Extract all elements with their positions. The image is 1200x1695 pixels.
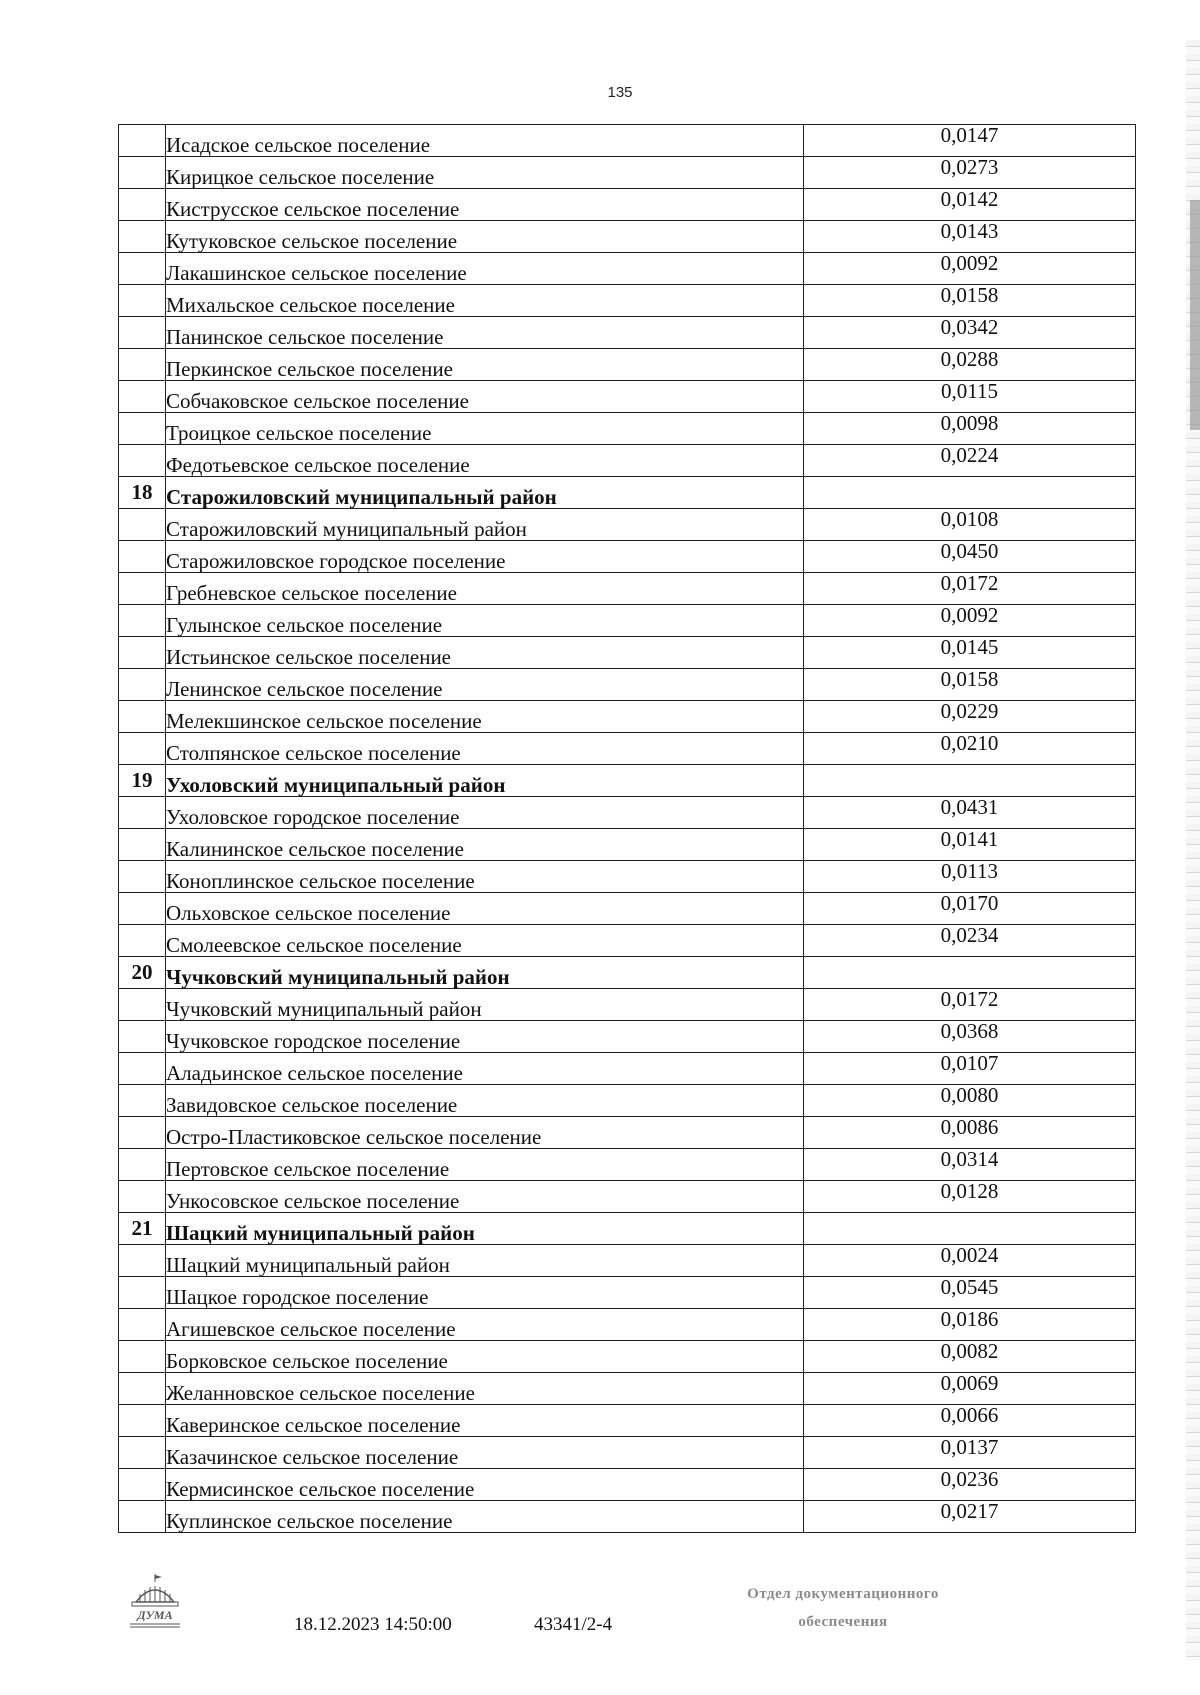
settlement-name: Троицкое сельское поселение xyxy=(166,413,804,445)
department-stamp xyxy=(708,1580,978,1636)
row-number: 20 xyxy=(119,957,166,989)
coefficient-value: 0,0236 xyxy=(804,1469,1136,1501)
table-row xyxy=(119,637,1136,669)
row-number: 19 xyxy=(119,765,166,797)
table-row xyxy=(119,893,1136,925)
district-name: Старожиловский муниципальный район xyxy=(166,477,804,509)
settlement-name: Исадское сельское поселение xyxy=(166,125,804,157)
settlement-name: Кирицкое сельское поселение xyxy=(166,157,804,189)
table-row xyxy=(119,1245,1136,1277)
settlement-name: Шацкое городское поселение xyxy=(166,1277,804,1309)
table-row xyxy=(119,285,1136,317)
coefficient-value: 0,0066 xyxy=(804,1405,1136,1437)
coefficient-value: 0,0115 xyxy=(804,381,1136,413)
table-row xyxy=(119,125,1136,157)
table-row xyxy=(119,509,1136,541)
table-row xyxy=(119,925,1136,957)
coefficient-value: 0,0172 xyxy=(804,573,1136,605)
coefficient-value xyxy=(804,477,1136,509)
row-number xyxy=(119,1469,166,1501)
coefficient-value: 0,0082 xyxy=(804,1341,1136,1373)
settlement-name: Каверинское сельское поселение xyxy=(166,1405,804,1437)
table-row xyxy=(119,1085,1136,1117)
table-row xyxy=(119,669,1136,701)
settlement-name: Гулынское сельское поселение xyxy=(166,605,804,637)
row-number xyxy=(119,1117,166,1149)
row-number xyxy=(119,733,166,765)
district-name: Чучковский муниципальный район xyxy=(166,957,804,989)
district-header-row xyxy=(119,765,1136,797)
coefficient-value: 0,0108 xyxy=(804,509,1136,541)
row-number xyxy=(119,541,166,573)
coefficient-value xyxy=(804,957,1136,989)
settlement-name: Кермисинское сельское поселение xyxy=(166,1469,804,1501)
row-number xyxy=(119,637,166,669)
coefficient-value: 0,0545 xyxy=(804,1277,1136,1309)
settlement-name: Столпянское сельское поселение xyxy=(166,733,804,765)
coefficient-value: 0,0224 xyxy=(804,445,1136,477)
row-number xyxy=(119,861,166,893)
table-row xyxy=(119,605,1136,637)
settlement-name: Агишевское сельское поселение xyxy=(166,1309,804,1341)
row-number xyxy=(119,701,166,733)
settlement-name: Казачинское сельское поселение xyxy=(166,1437,804,1469)
settlement-name: Ленинское сельское поселение xyxy=(166,669,804,701)
row-number xyxy=(119,1021,166,1053)
row-number xyxy=(119,1405,166,1437)
settlement-name: Ухоловское городское поселение xyxy=(166,797,804,829)
row-number xyxy=(119,189,166,221)
settlement-name: Мелекшинское сельское поселение xyxy=(166,701,804,733)
table-row xyxy=(119,1501,1136,1533)
settlement-name: Гребневское сельское поселение xyxy=(166,573,804,605)
coefficient-value: 0,0158 xyxy=(804,285,1136,317)
settlement-name: Лакашинское сельское поселение xyxy=(166,253,804,285)
table-body xyxy=(119,125,1136,1533)
row-number xyxy=(119,381,166,413)
settlement-name: Шацкий муниципальный район xyxy=(166,1245,804,1277)
row-number xyxy=(119,349,166,381)
logo-lettering: ДУМА xyxy=(137,1608,173,1622)
settlement-name: Ункосовское сельское поселение xyxy=(166,1181,804,1213)
table-row xyxy=(119,1309,1136,1341)
row-number xyxy=(119,1245,166,1277)
settlement-name: Кутуковское сельское поселение xyxy=(166,221,804,253)
scan-dark-artifact xyxy=(1190,200,1200,430)
settlement-name: Завидовское сельское поселение xyxy=(166,1085,804,1117)
coefficient-value: 0,0342 xyxy=(804,317,1136,349)
row-number xyxy=(119,669,166,701)
coefficient-value: 0,0158 xyxy=(804,669,1136,701)
coefficient-value: 0,0147 xyxy=(804,125,1136,157)
table-row xyxy=(119,701,1136,733)
settlement-name: Коноплинское сельское поселение xyxy=(166,861,804,893)
district-header-row xyxy=(119,957,1136,989)
table-row xyxy=(119,1053,1136,1085)
coefficient-value: 0,0143 xyxy=(804,221,1136,253)
table-row xyxy=(119,1405,1136,1437)
row-number xyxy=(119,157,166,189)
footer-doc-number: 43341/2-4 xyxy=(534,1614,613,1635)
row-number xyxy=(119,605,166,637)
settlement-name: Желанновское сельское поселение xyxy=(166,1373,804,1405)
coefficient-value xyxy=(804,765,1136,797)
table-row xyxy=(119,1149,1136,1181)
row-number xyxy=(119,989,166,1021)
settlement-name: Смолеевское сельское поселение xyxy=(166,925,804,957)
row-number xyxy=(119,1437,166,1469)
coefficient-value: 0,0098 xyxy=(804,413,1136,445)
table-row xyxy=(119,1021,1136,1053)
row-number xyxy=(119,1373,166,1405)
page-number: 135 xyxy=(607,84,633,101)
settlement-name: Киструсское сельское поселение xyxy=(166,189,804,221)
coefficient-value: 0,0113 xyxy=(804,861,1136,893)
coefficient-value: 0,0229 xyxy=(804,701,1136,733)
table-row xyxy=(119,349,1136,381)
settlement-name: Чучковский муниципальный район xyxy=(166,989,804,1021)
settlement-name: Собчаковское сельское поселение xyxy=(166,381,804,413)
row-number xyxy=(119,797,166,829)
coefficient-value: 0,0142 xyxy=(804,189,1136,221)
coefficient-value: 0,0234 xyxy=(804,925,1136,957)
coefficient-value: 0,0431 xyxy=(804,797,1136,829)
settlement-name: Чучковское городское поселение xyxy=(166,1021,804,1053)
table-row xyxy=(119,1469,1136,1501)
table-row xyxy=(119,1373,1136,1405)
settlement-name: Борковское сельское поселение xyxy=(166,1341,804,1373)
coefficient-value: 0,0137 xyxy=(804,1437,1136,1469)
row-number xyxy=(119,509,166,541)
settlement-name: Калининское сельское поселение xyxy=(166,829,804,861)
settlement-name: Истьинское сельское поселение xyxy=(166,637,804,669)
table-row xyxy=(119,157,1136,189)
district-name: Шацкий муниципальный район xyxy=(166,1213,804,1245)
coefficient-value: 0,0086 xyxy=(804,1117,1136,1149)
row-number xyxy=(119,413,166,445)
row-number: 18 xyxy=(119,477,166,509)
coefficient-value: 0,0092 xyxy=(804,605,1136,637)
table-row xyxy=(119,317,1136,349)
settlements-table xyxy=(118,124,1136,1533)
table-row xyxy=(119,1181,1136,1213)
settlement-name: Панинское сельское поселение xyxy=(166,317,804,349)
settlement-name: Михальское сельское поселение xyxy=(166,285,804,317)
coefficient-value: 0,0141 xyxy=(804,829,1136,861)
row-number xyxy=(119,253,166,285)
table-row xyxy=(119,733,1136,765)
row-number xyxy=(119,125,166,157)
coefficient-value: 0,0092 xyxy=(804,253,1136,285)
settlement-name: Федотьевское сельское поселение xyxy=(166,445,804,477)
row-number xyxy=(119,893,166,925)
coefficient-value: 0,0080 xyxy=(804,1085,1136,1117)
table-row xyxy=(119,413,1136,445)
footer-datetime: 18.12.2023 14:50:00 xyxy=(294,1614,452,1635)
row-number: 21 xyxy=(119,1213,166,1245)
district-name: Ухоловский муниципальный район xyxy=(166,765,804,797)
row-number xyxy=(119,829,166,861)
district-header-row xyxy=(119,1213,1136,1245)
row-number xyxy=(119,1341,166,1373)
settlement-name: Старожиловское городское поселение xyxy=(166,541,804,573)
table-row xyxy=(119,1277,1136,1309)
coefficient-value: 0,0024 xyxy=(804,1245,1136,1277)
coefficient-value: 0,0288 xyxy=(804,349,1136,381)
coefficient-value: 0,0217 xyxy=(804,1501,1136,1533)
settlement-name: Пертовское сельское поселение xyxy=(166,1149,804,1181)
coefficient-value xyxy=(804,1213,1136,1245)
table-row xyxy=(119,189,1136,221)
row-number xyxy=(119,1085,166,1117)
row-number xyxy=(119,1277,166,1309)
settlement-name: Остро-Пластиковское сельское поселение xyxy=(166,1117,804,1149)
row-number xyxy=(119,1053,166,1085)
coefficient-value: 0,0314 xyxy=(804,1149,1136,1181)
row-number xyxy=(119,317,166,349)
table-row xyxy=(119,1437,1136,1469)
table-row xyxy=(119,221,1136,253)
settlement-name: Ольховское сельское поселение xyxy=(166,893,804,925)
coefficient-value: 0,0145 xyxy=(804,637,1136,669)
row-number xyxy=(119,1309,166,1341)
table-row xyxy=(119,797,1136,829)
table-row xyxy=(119,573,1136,605)
row-number xyxy=(119,1149,166,1181)
duma-logo-icon xyxy=(124,1572,186,1632)
table-row xyxy=(119,989,1136,1021)
table-row xyxy=(119,541,1136,573)
stamp-line-2: обеспечения xyxy=(798,1614,888,1630)
row-number xyxy=(119,445,166,477)
coefficient-value: 0,0170 xyxy=(804,893,1136,925)
coefficient-value: 0,0128 xyxy=(804,1181,1136,1213)
coefficient-value: 0,0450 xyxy=(804,541,1136,573)
coefficient-value: 0,0107 xyxy=(804,1053,1136,1085)
row-number xyxy=(119,1181,166,1213)
settlement-name: Куплинское сельское поселение xyxy=(166,1501,804,1533)
coefficient-value: 0,0273 xyxy=(804,157,1136,189)
row-number xyxy=(119,285,166,317)
table-row xyxy=(119,445,1136,477)
coefficient-value: 0,0172 xyxy=(804,989,1136,1021)
table-row xyxy=(119,1341,1136,1373)
row-number xyxy=(119,925,166,957)
settlement-name: Старожиловский муниципальный район xyxy=(166,509,804,541)
district-header-row xyxy=(119,477,1136,509)
table-row xyxy=(119,253,1136,285)
table-row xyxy=(119,381,1136,413)
settlement-name: Перкинское сельское поселение xyxy=(166,349,804,381)
row-number xyxy=(119,573,166,605)
table-row xyxy=(119,861,1136,893)
stamp-line-1: Отдел документационного xyxy=(747,1586,939,1602)
table-row xyxy=(119,1117,1136,1149)
coefficient-value: 0,0210 xyxy=(804,733,1136,765)
coefficient-value: 0,0186 xyxy=(804,1309,1136,1341)
row-number xyxy=(119,221,166,253)
table-row xyxy=(119,829,1136,861)
coefficient-value: 0,0368 xyxy=(804,1021,1136,1053)
coefficient-value: 0,0069 xyxy=(804,1373,1136,1405)
settlement-name: Аладьинское сельское поселение xyxy=(166,1053,804,1085)
row-number xyxy=(119,1501,166,1533)
